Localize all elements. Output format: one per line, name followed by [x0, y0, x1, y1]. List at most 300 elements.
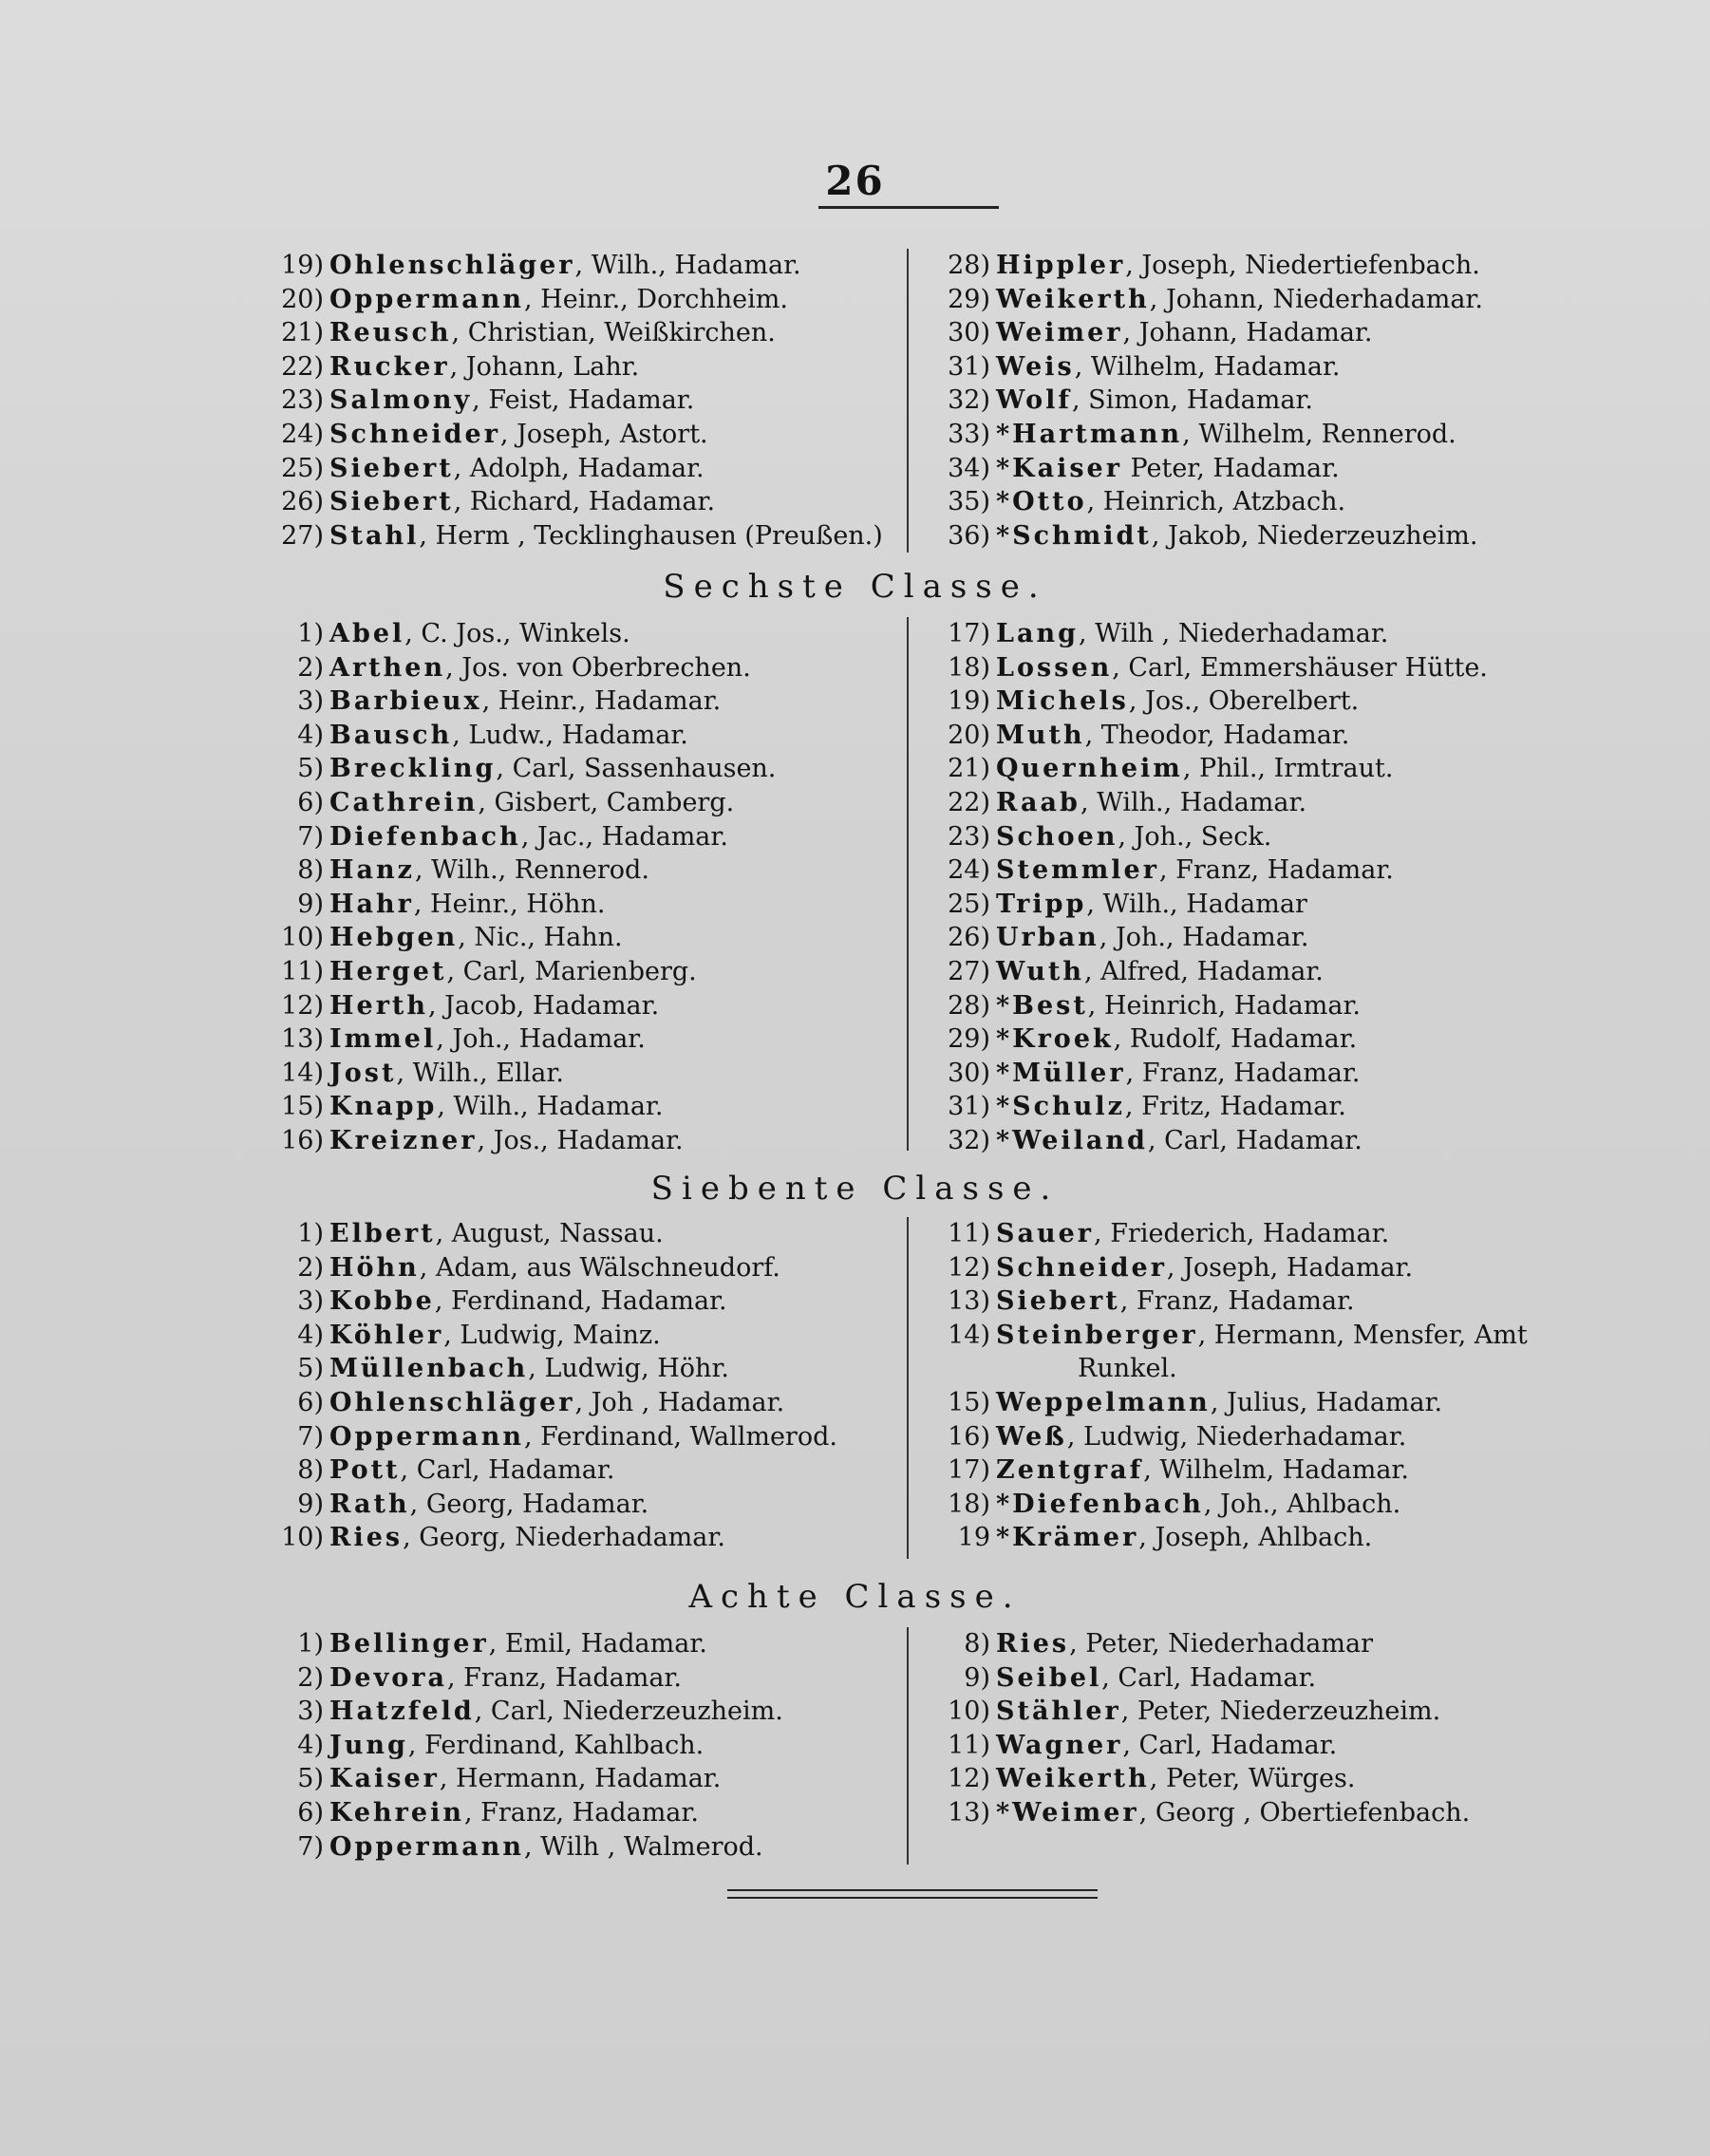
entry-details: , Carl, Hadamar. — [400, 1455, 615, 1486]
entry-surname: Hahr — [329, 889, 414, 919]
list-entry — [252, 1022, 897, 1057]
entry-number: 35) — [948, 487, 990, 517]
column-divider — [907, 249, 909, 553]
entry-details: , Georg, Hadamar. — [409, 1489, 649, 1519]
entry-number: 25) — [948, 889, 990, 919]
entry-surname: Herth — [329, 990, 429, 1021]
entry-number: 1) — [297, 1629, 324, 1659]
list-entry — [252, 1762, 897, 1796]
list-entry — [914, 384, 1655, 418]
right-column — [914, 1217, 1655, 1555]
entry-number: 33) — [948, 419, 990, 449]
list-entry — [914, 1729, 1655, 1763]
entry-surname: Müllenbach — [329, 1354, 529, 1384]
entry-surname: Steinberger — [996, 1320, 1198, 1350]
entry-number: 14) — [948, 1320, 990, 1350]
entry-details: , Wilh., Hadamar. — [1080, 787, 1307, 817]
entry-number: 20) — [948, 720, 990, 750]
column-divider — [907, 617, 909, 1151]
entry-number: 23) — [281, 385, 324, 416]
list-entry — [914, 452, 1655, 486]
entry-number: 8) — [297, 1455, 324, 1486]
entry-details: , Hermann, Hadamar. — [439, 1764, 722, 1794]
entry-number: 13) — [948, 1286, 990, 1317]
entry-details: , Georg , Obertiefenbach. — [1138, 1797, 1471, 1828]
entry-surname: *Schmidt — [996, 520, 1152, 551]
entry-details: , Johann, Niederhadamar. — [1149, 284, 1483, 314]
list-entry — [914, 1386, 1655, 1420]
entry-surname: Immel — [329, 1024, 437, 1055]
section-heading-sechste: Sechste Classe. — [663, 568, 1047, 606]
entry-details: , Franz, Hadamar. — [463, 1797, 699, 1828]
list-entry — [252, 1729, 897, 1763]
left-column — [252, 617, 897, 1158]
list-entry — [914, 1521, 1655, 1555]
entry-details: , Ludwig, Mainz. — [443, 1320, 661, 1350]
entry-surname: *Kroek — [996, 1024, 1114, 1055]
list-entry — [252, 1319, 897, 1353]
list-entry — [252, 384, 897, 418]
entry-surname: Ohlenschläger — [329, 251, 575, 280]
entry-surname: Weimer — [996, 318, 1123, 348]
entry-details: , Wilh., Hadamar. — [574, 251, 801, 280]
entry-details: , Adolph, Hadamar. — [453, 453, 705, 483]
list-entry — [252, 651, 897, 685]
entry-number: 19) — [948, 686, 990, 717]
entry-number: 12) — [948, 1764, 990, 1794]
list-entry — [914, 350, 1655, 384]
list-entry — [914, 1124, 1655, 1158]
entry-surname: Salmony — [329, 385, 473, 416]
entry-number: 26) — [281, 487, 324, 517]
right-column — [914, 1627, 1655, 1830]
closing-rule-top — [727, 1889, 1098, 1891]
entry-details: , Joseph, Astort. — [499, 419, 708, 449]
list-entry — [252, 283, 897, 317]
list-entry — [252, 1488, 897, 1522]
entry-details: , Peter, Niederhadamar — [1069, 1629, 1373, 1659]
closing-rule-bottom — [727, 1897, 1098, 1899]
list-entry — [914, 316, 1655, 350]
entry-number: 8) — [297, 855, 324, 886]
entry-details: , Johann, Hadamar. — [1122, 318, 1373, 348]
entry-surname: Breckling — [329, 754, 497, 784]
list-entry — [914, 1453, 1655, 1488]
entry-surname: *Schulz — [996, 1092, 1125, 1122]
entry-surname: Barbieux — [329, 686, 482, 717]
section-heading-achte: Achte Classe. — [688, 1578, 1022, 1616]
list-entry — [252, 1057, 897, 1091]
list-entry — [914, 617, 1655, 651]
list-entry — [252, 1661, 897, 1696]
entry-surname: Bausch — [329, 720, 453, 750]
entry-number: 15) — [948, 1387, 990, 1417]
entry-surname: Abel — [329, 619, 405, 648]
entry-details: , Peter, Würges. — [1149, 1764, 1356, 1794]
entry-surname: *Otto — [996, 487, 1087, 517]
list-entry — [252, 752, 897, 786]
entry-details: , Carl, Niederzeuzheim. — [474, 1697, 783, 1727]
entry-details: , Emil, Hadamar. — [488, 1629, 707, 1659]
entry-details: , Friederich, Hadamar. — [1094, 1219, 1390, 1248]
entry-details: , Wilh., Ellar. — [396, 1058, 564, 1088]
header-rule — [818, 206, 999, 209]
entry-details: , Joseph, Ahlbach. — [1138, 1523, 1373, 1553]
list-entry — [914, 1420, 1655, 1454]
entry-number: 13) — [948, 1797, 990, 1828]
entry-surname: Ohlenschläger — [329, 1387, 575, 1417]
list-entry — [914, 1627, 1655, 1661]
entry-number: 8) — [964, 1629, 990, 1659]
entry-number: 24) — [948, 855, 990, 886]
entry-surname: Oppermann — [329, 1831, 525, 1862]
entry-number: 18) — [948, 1489, 990, 1519]
list-entry — [914, 853, 1655, 888]
entry-number: 15) — [281, 1092, 324, 1122]
list-entry — [252, 617, 897, 651]
list-entry — [914, 1661, 1655, 1696]
list-entry — [914, 1284, 1655, 1319]
entry-surname: Hebgen — [329, 923, 459, 953]
entry-surname: Elbert — [329, 1219, 436, 1248]
entry-number: 36) — [948, 520, 990, 551]
entry-details: , Wilh , Niederhadamar. — [1079, 619, 1389, 648]
entry-surname: Stähler — [996, 1697, 1121, 1727]
entry-surname: *Best — [996, 990, 1088, 1021]
entry-surname: Hatzfeld — [329, 1697, 475, 1727]
entry-details: , Joseph, Hadamar. — [1166, 1252, 1414, 1283]
entry-details: , Theodor, Hadamar. — [1084, 720, 1350, 750]
entry-surname: Tripp — [996, 889, 1087, 919]
entry-surname: Schoen — [996, 821, 1118, 852]
entry-surname: Hanz — [329, 855, 415, 886]
list-entry — [252, 350, 897, 384]
entry-surname: Quernheim — [996, 754, 1183, 784]
entry-details: , Carl, Hadamar. — [1122, 1730, 1338, 1760]
entry-number: 3) — [297, 686, 324, 717]
entry-details: , Wilh., Hadamar. — [437, 1092, 664, 1122]
entry-number: 7) — [297, 1831, 324, 1862]
entry-details: , Ludwig, Niederhadamar. — [1066, 1421, 1407, 1452]
entry-details: , Wilh , Walmerod. — [524, 1831, 763, 1862]
list-entry — [252, 1090, 897, 1124]
entry-number: 1) — [297, 1219, 324, 1248]
entry-number: 13) — [281, 1024, 324, 1055]
entry-details: , Christian, Weißkirchen. — [451, 318, 776, 348]
list-entry — [914, 820, 1655, 854]
entry-number: 26) — [948, 923, 990, 953]
entry-details: , Heinr., Dorchheim. — [524, 284, 788, 314]
entry-surname: Devora — [329, 1662, 448, 1693]
entry-surname: *Müller — [996, 1058, 1126, 1088]
entry-details: , Carl, Hadamar. — [1147, 1125, 1362, 1155]
entry-number: 16) — [281, 1125, 324, 1155]
entry-details: , Franz, Hadamar. — [1119, 1286, 1355, 1317]
entry-surname: Bellinger — [329, 1629, 489, 1659]
entry-number: 14) — [281, 1058, 324, 1088]
entry-number: 17) — [948, 619, 990, 648]
entry-details: , Joh., Hadamar. — [436, 1024, 646, 1055]
entry-surname: Muth — [996, 720, 1085, 750]
entry-details: , Jos., Oberelbert. — [1128, 686, 1360, 717]
entry-surname: Wuth — [996, 956, 1084, 986]
entry-details: , Franz, Hadamar. — [1125, 1058, 1361, 1088]
entry-surname: Weis — [996, 351, 1075, 382]
entry-surname: Zentgraf — [996, 1455, 1144, 1486]
entry-details: , Ferdinand, Kahlbach. — [407, 1730, 705, 1760]
entry-details: , Herm , Tecklinghausen (Preußen.) — [419, 520, 883, 551]
entry-surname: *Weimer — [996, 1797, 1139, 1828]
entry-surname: *Krämer — [996, 1523, 1139, 1553]
list-entry — [252, 1453, 897, 1488]
list-entry — [252, 1627, 897, 1661]
entry-details: , Carl, Marienberg. — [446, 956, 697, 986]
entry-surname: *Weiland — [996, 1125, 1148, 1155]
entry-details: , Joh , Hadamar. — [574, 1387, 785, 1417]
entry-number: 6) — [297, 787, 324, 817]
entry-details: , Julius, Hadamar. — [1210, 1387, 1443, 1417]
list-entry — [252, 485, 897, 519]
entry-surname: Reusch — [329, 318, 452, 348]
entry-surname: Höhn — [329, 1252, 420, 1283]
right-column — [914, 249, 1655, 553]
entry-surname: Michels — [996, 686, 1129, 717]
list-entry — [914, 1352, 1655, 1386]
entry-details: , Franz, Hadamar. — [447, 1662, 682, 1693]
entry-details: , Georg, Niederhadamar. — [403, 1523, 725, 1553]
column-divider — [907, 1217, 909, 1559]
list-entry — [914, 485, 1655, 519]
entry-surname: Ries — [996, 1629, 1070, 1659]
list-entry — [252, 1830, 897, 1865]
entry-details: , Wilhelm, Hadamar. — [1143, 1455, 1409, 1486]
list-entry — [914, 752, 1655, 786]
entry-surname: Urban — [996, 923, 1099, 953]
entry-surname: Rath — [329, 1489, 410, 1519]
entry-details: , Gisbert, Camberg. — [478, 787, 735, 817]
list-entry — [252, 316, 897, 350]
entry-number: 11) — [948, 1730, 990, 1760]
entry-number: 22) — [281, 351, 324, 382]
list-entry — [914, 519, 1655, 553]
entry-details: , Peter, Niederzeuzheim. — [1120, 1697, 1441, 1727]
entry-details: , Richard, Hadamar. — [453, 487, 716, 517]
list-entry — [914, 1488, 1655, 1522]
list-entry — [914, 719, 1655, 753]
list-entry — [252, 1124, 897, 1158]
entry-number: 9) — [297, 1489, 324, 1519]
entry-surname: Weikerth — [996, 1764, 1150, 1794]
entry-number: 21) — [281, 318, 324, 348]
entry-number: 5) — [297, 1354, 324, 1384]
list-entry — [914, 1251, 1655, 1285]
entry-details: , Carl, Sassenhausen. — [496, 754, 777, 784]
list-entry — [252, 1217, 897, 1251]
list-entry — [252, 1251, 897, 1285]
entry-surname: Schneider — [329, 419, 500, 449]
entry-number: 1) — [297, 619, 324, 648]
entry-number: 4) — [297, 720, 324, 750]
entry-details: , Ludwig, Höhr. — [528, 1354, 729, 1384]
entry-details: , Joseph, Niedertiefenbach. — [1125, 251, 1480, 280]
list-entry — [252, 786, 897, 820]
list-entry — [914, 1762, 1655, 1796]
entry-surname: Schneider — [996, 1252, 1167, 1283]
entry-number: 10) — [281, 1523, 324, 1553]
entry-details: , Phil., Irmtraut. — [1182, 754, 1394, 784]
entry-surname: Wagner — [996, 1730, 1123, 1760]
entry-surname: Kobbe — [329, 1286, 435, 1317]
entry-number: 18) — [948, 652, 990, 683]
entry-details: , August, Nassau. — [435, 1219, 664, 1248]
entry-details: , Wilhelm, Hadamar. — [1074, 351, 1341, 382]
entry-surname: Seibel — [996, 1662, 1102, 1693]
entry-surname: Weppelmann — [996, 1387, 1211, 1417]
entry-surname: Köhler — [329, 1320, 444, 1350]
entry-number: 29) — [948, 284, 990, 314]
entry-number: 29) — [948, 1024, 990, 1055]
list-entry — [252, 1796, 897, 1830]
entry-number: 9) — [297, 889, 324, 919]
entry-number: 2) — [297, 652, 324, 683]
entry-details: , Nic., Hahn. — [458, 923, 623, 953]
entry-surname: Ries — [329, 1523, 404, 1553]
entry-number: 12) — [281, 990, 324, 1021]
left-column — [252, 1627, 897, 1864]
list-entry — [914, 1796, 1655, 1830]
entry-details: , Joh., Hadamar. — [1099, 923, 1309, 953]
list-entry — [252, 684, 897, 719]
list-entry — [252, 1521, 897, 1555]
entry-details: , Feist, Hadamar. — [472, 385, 695, 416]
entry-details: , Jos. von Oberbrechen. — [445, 652, 751, 683]
entry-number: 27) — [948, 956, 990, 986]
list-entry — [252, 1284, 897, 1319]
entry-details: , Heinrich, Atzbach. — [1086, 487, 1346, 517]
list-entry — [914, 651, 1655, 685]
entry-surname: Oppermann — [329, 1421, 525, 1452]
list-entry — [914, 989, 1655, 1023]
entry-surname: Cathrein — [329, 787, 479, 817]
list-entry — [252, 820, 897, 854]
entry-details: , Carl, Emmershäuser Hütte. — [1112, 652, 1488, 683]
entry-number: 7) — [297, 1421, 324, 1452]
entry-number: 2) — [297, 1252, 324, 1283]
entry-number: 4) — [297, 1320, 324, 1350]
list-entry — [252, 519, 897, 553]
entry-surname: Arthen — [329, 652, 446, 683]
entry-details: , Rudolf, Hadamar. — [1113, 1024, 1358, 1055]
entry-surname: Lossen — [996, 652, 1113, 683]
entry-details: Peter, Hadamar. — [1121, 453, 1340, 483]
entry-number: 5) — [297, 754, 324, 784]
entry-surname: Knapp — [329, 1092, 438, 1122]
entry-number: 11) — [281, 956, 324, 986]
entry-details: , Wilhelm, Rennerod. — [1182, 419, 1456, 449]
list-entry — [914, 1695, 1655, 1729]
entry-surname: Siebert — [996, 1286, 1120, 1317]
list-entry — [914, 684, 1655, 719]
right-column — [914, 617, 1655, 1158]
entry-details: , Heinrich, Hadamar. — [1087, 990, 1361, 1021]
list-entry — [252, 888, 897, 922]
entry-details: , Carl, Hadamar. — [1101, 1662, 1317, 1693]
entry-number: 34) — [948, 453, 990, 483]
list-entry — [252, 989, 897, 1023]
list-entry — [252, 853, 897, 888]
page-number: 26 — [825, 158, 885, 204]
list-entry — [914, 1217, 1655, 1251]
entry-details: , C. Jos., Winkels. — [404, 619, 630, 648]
entry-number: 12) — [948, 1252, 990, 1283]
list-entry — [252, 1386, 897, 1420]
entry-number: 22) — [948, 787, 990, 817]
entry-number: 10) — [281, 923, 324, 953]
entry-details: , Jakob, Niederzeuzheim. — [1151, 520, 1478, 551]
list-entry — [252, 452, 897, 486]
entry-number: 11) — [948, 1219, 990, 1248]
list-entry — [252, 418, 897, 452]
entry-surname: Siebert — [329, 487, 454, 517]
entry-surname: Sauer — [996, 1219, 1095, 1248]
entry-details: , Jacob, Hadamar. — [428, 990, 660, 1021]
entry-details: , Heinr., Höhn. — [413, 889, 606, 919]
list-entry — [252, 1352, 897, 1386]
list-entry — [914, 1090, 1655, 1124]
entry-number: 19) — [281, 251, 324, 280]
entry-number: 31) — [948, 1092, 990, 1122]
entry-surname: Lang — [996, 619, 1079, 648]
entry-number: 20) — [281, 284, 324, 314]
entry-number: 32) — [948, 385, 990, 416]
list-entry — [914, 1022, 1655, 1057]
list-entry — [252, 249, 897, 283]
list-entry — [914, 955, 1655, 989]
entry-surname: Oppermann — [329, 284, 525, 314]
entry-surname: Diefenbach — [329, 821, 521, 852]
entry-surname: Jung — [329, 1730, 408, 1760]
entry-surname: Weß — [996, 1421, 1067, 1452]
entry-surname: Pott — [329, 1455, 401, 1486]
entry-details: , Jac., Hadamar. — [520, 821, 728, 852]
list-entry — [252, 955, 897, 989]
entry-number: 3) — [297, 1286, 324, 1317]
list-entry — [252, 1420, 897, 1454]
entry-details: , Ludw., Hadamar. — [452, 720, 688, 750]
entry-number: 2) — [297, 1662, 324, 1693]
entry-number: 5) — [297, 1764, 324, 1794]
entry-surname: *Diefenbach — [996, 1489, 1204, 1519]
entry-surname: *Hartmann — [996, 419, 1183, 449]
entry-details: , Heinr., Hadamar. — [481, 686, 722, 717]
entry-surname: Rucker — [329, 351, 450, 382]
entry-number: 24) — [281, 419, 324, 449]
entry-number: 9) — [964, 1662, 990, 1693]
entry-surname: Stemmler — [996, 855, 1159, 886]
entry-surname: Kreizner — [329, 1125, 478, 1155]
entry-surname: Kehrein — [329, 1797, 464, 1828]
entry-number: 7) — [297, 821, 324, 852]
list-entry — [914, 1057, 1655, 1091]
entry-number: 30) — [948, 1058, 990, 1088]
entry-surname: Hippler — [996, 251, 1126, 280]
entry-number: 21) — [948, 754, 990, 784]
entry-number: 23) — [948, 821, 990, 852]
entry-number: 25) — [281, 453, 324, 483]
entry-details: , Alfred, Hadamar. — [1083, 956, 1324, 986]
list-entry — [914, 249, 1655, 283]
list-entry — [252, 921, 897, 955]
